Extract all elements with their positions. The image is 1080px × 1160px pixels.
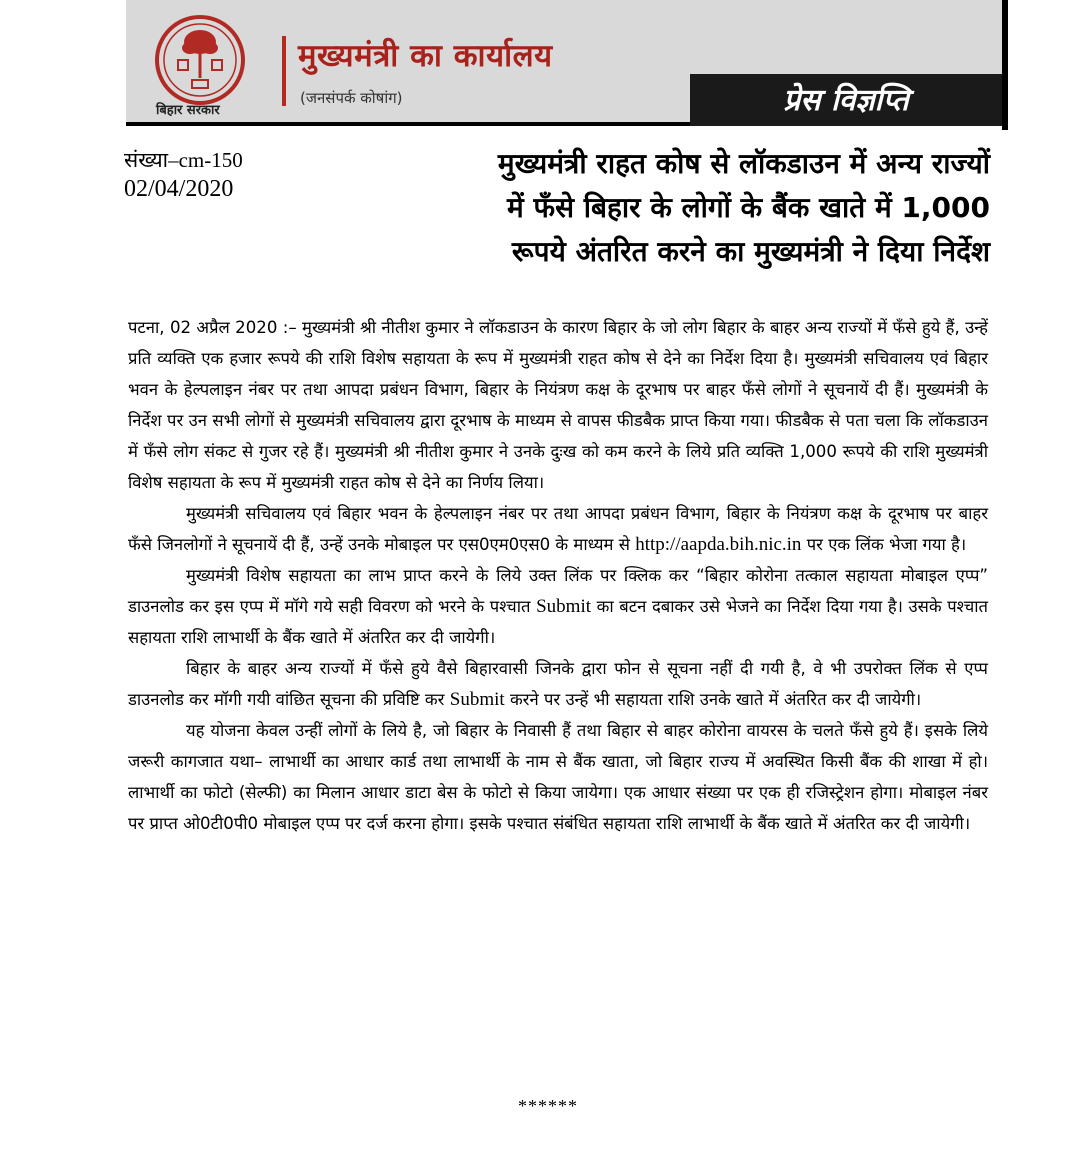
bihar-emblem-icon xyxy=(154,14,246,106)
paragraph-2 xyxy=(128,498,988,560)
submit-term: Submit xyxy=(536,596,591,617)
paragraph-5: यह योजना केवल उन्हीं लोगों के लिये है, जो बिहार के निवासी हैं तथा बिहार से बाहर कोरोना वायरस के चलते फँसे हुये हैं। इसके लिये जरूरी कागजात यथा– लाभार्थी का आधार कार्ड तथा लाभार्थी के नाम से बैंक खाता, जो बिहार राज्य में अवस्थित किसी बैंक की शाखा में हो। लाभार्थी का फोटो (सेल्फी) का मिलान आधार डाटा बेस के फोटो से किया जायेगा। एक आधार संख्या पर एक ही रजिस्ट्रेशन होगा। मोबाइल नंबर पर प्राप्त ओ0टी0पी0 मोबाइल एप्प पर दर्ज करना होगा। इसके पश्चात संबंधित सहायता राशि लाभार्थी के बैंक खाते में अंतरित कर दी जायेगी। xyxy=(128,721,988,833)
office-subtitle: (जनसंपर्क कोषांग) xyxy=(300,89,403,107)
headline-line: रूपये अंतरित करने का मुख्यमंत्री ने दिया निर्देश xyxy=(511,235,990,268)
paragraph-2-text: मुख्यमंत्री सचिवालय एवं बिहार भवन के हेल्पलाइन नंबर पर तथा आपदा प्रबंधन विभाग, बिहार के नियंत्रण कक्ष के दूरभाष पर बाहर फँसे जिनलोगों ने सूचनायें दी हैं, उन्हें उनके मोबाइल पर एस0एम0एस0 के माध्यम से xyxy=(128,504,988,554)
headline-line: मुख्यमंत्री राहत कोष से लॉकडाउन में अन्य राज्यों xyxy=(497,147,990,180)
reference-number: संख्या–cm-150 xyxy=(124,148,243,172)
paragraph-3-text: मुख्यमंत्री विशेष सहायता का लाभ प्राप्त करने के लिये उक्त लिंक पर क्लिक कर “बिहार कोरोना तत्काल सहायता मोबाइल एप्प” डाउनलोड कर इस एप्प में मॉगे गये सही विवरण को भरने के पश्चात xyxy=(128,566,988,616)
paragraph-3 xyxy=(128,560,988,653)
press-release-body xyxy=(128,312,988,839)
paragraph-2-text-end: पर एक लिंक भेजा गया है। xyxy=(806,535,967,554)
paragraph-4-text-end: करने पर उन्हें भी सहायता राशि उनके खाते में अंतरित कर दी जायेगी। xyxy=(509,690,922,709)
press-release-label: प्रेस विज्ञप्ति xyxy=(783,83,909,118)
headline xyxy=(300,142,990,274)
headline-line: में फँसे बिहार के लोगों के बैंक खाते में 1,000 xyxy=(507,191,990,224)
header-edge xyxy=(1002,0,1008,130)
end-mark: ****** xyxy=(518,1096,578,1116)
press-release-badge xyxy=(690,74,1002,126)
paragraph-1: पटना, 02 अप्रैल 2020 :– मुख्यमंत्री श्री नीतीश कुमार ने लॉकडाउन के कारण बिहार के जो लोग बिहार के बाहर अन्य राज्यों में फँसे हुये हैं, उन्हें प्रति व्यक्ति एक हजार रूपये की राशि विशेष सहायता के रूप में मुख्यमंत्री राहत कोष से देने का निर्देश दिया है। मुख्यमंत्री सचिवालय एवं बिहार भवन के हेल्पलाइन नंबर पर तथा आपदा प्रबंधन विभाग, बिहार के नियंत्रण कक्ष के दूरभाष पर बाहर फँसे लोगों ने सूचनायें दी हैं। मुख्यमंत्री के निर्देश पर उन सभी लोगों से मुख्यमंत्री सचिवालय द्वारा दूरभाष के माध्यम से वापस फीडबैक प्राप्त किया गया। फीडबैक से पता चला कि लॉकडाउन में फँसे लोग संकट से गुजर रहे हैं। मुख्यमंत्री श्री नीतीश कुमार ने उनके दुःख को कम करने के लिये प्रति व्यक्ति 1,000 रूपये की राशि मुख्यमंत्री विशेष सहायता के रूप में मुख्यमंत्री राहत कोष से देने का निर्णय लिया। xyxy=(128,318,988,492)
submit-term: Submit xyxy=(449,689,505,710)
paragraph-3-text-end: का बटन दबाकर उसे भेजने का निर्देश दिया गया है। उसके पश्चात सहायता राशि लाभार्थी के बैंक खाते में अंतरित कर दी जायेगी। xyxy=(128,597,988,647)
portal-link[interactable]: http://aapda.bih.nic.in xyxy=(635,534,802,555)
office-title: मुख्यमंत्री का कार्यालय xyxy=(298,38,553,74)
paragraph-4-text: बिहार के बाहर अन्य राज्यों में फँसे हुये वैसे बिहारवासी जिनके द्वारा फोन से सूचना नहीं दी गयी है, वे भी उपरोक्त लिंक से एप्प डाउनलोड कर मॉगी गयी वांछित सूचना की प्रविष्टि कर xyxy=(128,659,988,709)
header-divider xyxy=(282,36,286,106)
letterhead-banner xyxy=(126,0,1002,126)
paragraph-4 xyxy=(128,653,988,715)
release-date: 02/04/2020 xyxy=(124,176,234,202)
emblem-caption: बिहार सरकार xyxy=(156,103,220,118)
